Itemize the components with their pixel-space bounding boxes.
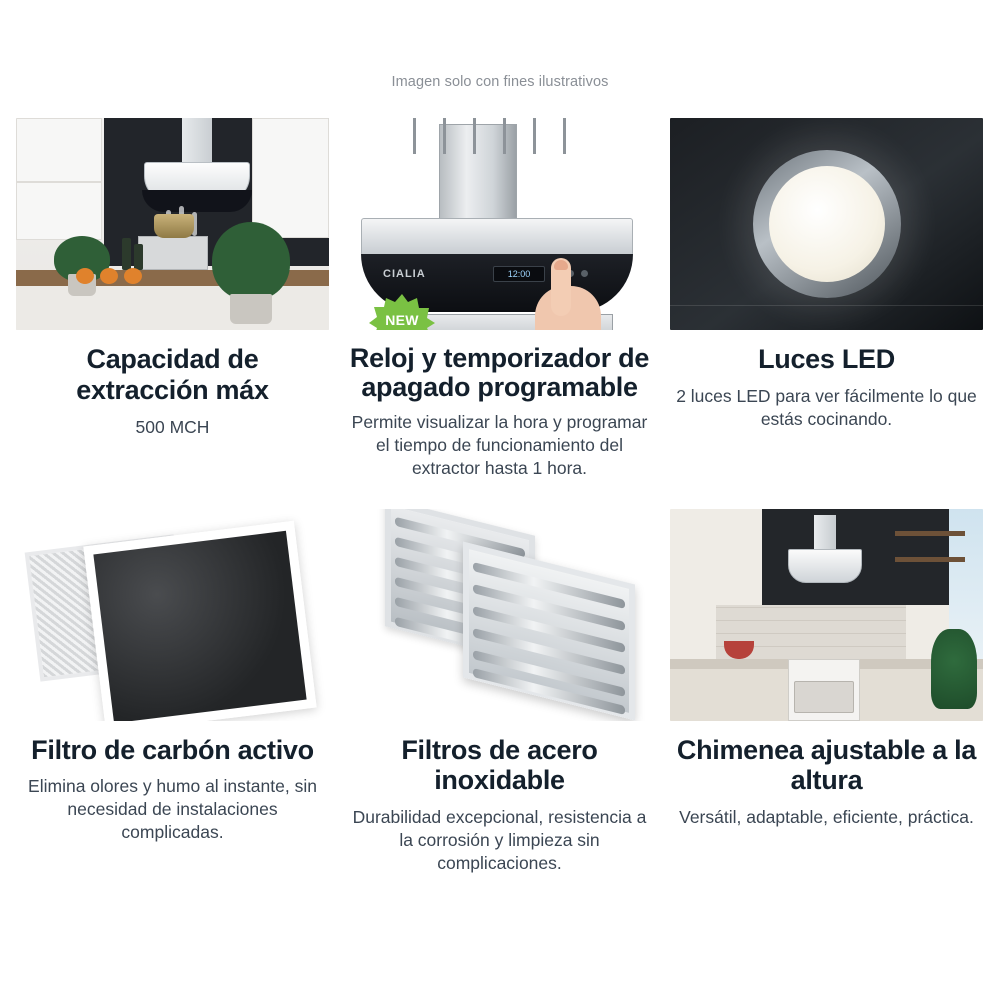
feature-description: 2 luces LED para ver fácilmente lo que estás cocinando.	[676, 385, 977, 429]
feature-card-carbon-filter	[16, 509, 329, 876]
illustrative-image-disclaimer: Imagen solo con fines ilustrativos	[391, 74, 609, 90]
feature-row-1	[16, 118, 984, 481]
clock-display	[493, 266, 545, 282]
feature-caption	[343, 735, 656, 876]
new-badge	[369, 294, 435, 330]
kitchen-with-range-hood-photo	[16, 118, 329, 330]
feature-caption	[670, 735, 983, 830]
feature-caption	[16, 735, 329, 845]
feature-description: 500 MCH	[135, 416, 210, 437]
carbon-filter-photo	[16, 509, 329, 721]
feature-title: Filtros de acero inoxidable	[401, 734, 598, 796]
adjustable-chimney-kitchen-photo	[670, 509, 983, 721]
feature-title: Capacidad de extracción máx	[76, 344, 269, 405]
feature-grid	[16, 118, 984, 875]
feature-card-timer	[343, 118, 656, 481]
feature-title: Luces LED	[758, 344, 895, 374]
clock-display-value: 12:00	[507, 269, 531, 279]
feature-description: Permite visualizar la hora y programar el tiempo de funcionamiento del extractor hasta 1 hora.	[351, 412, 648, 479]
feature-card-adjustable-chimney	[670, 509, 983, 876]
feature-card-extraction	[16, 118, 329, 481]
feature-card-steel-filters	[343, 509, 656, 876]
led-light-closeup-photo	[670, 118, 983, 330]
hood-control-panel-photo	[343, 118, 656, 330]
feature-card-led	[670, 118, 983, 481]
feature-title: Chimenea ajustable a la altura	[676, 734, 977, 796]
feature-title: Filtro de carbón activo	[31, 734, 314, 765]
brand-logo: CIALIA	[383, 268, 426, 280]
feature-description: Versátil, adaptable, eficiente, práctica.	[679, 807, 974, 828]
feature-description: Durabilidad excepcional, resistencia a la corrosión y limpieza sin complicaciones.	[352, 807, 647, 874]
feature-description: Elimina olores y humo al instante, sin necesidad de instalaciones complicadas.	[28, 776, 317, 843]
new-badge-label: NEW	[385, 312, 419, 328]
feature-title: Reloj y temporizador de apagado programable	[349, 343, 650, 402]
feature-caption	[16, 344, 329, 439]
feature-caption	[670, 344, 983, 431]
stainless-steel-baffle-filters-photo	[343, 509, 656, 721]
feature-caption	[343, 344, 656, 481]
feature-row-2	[16, 509, 984, 876]
